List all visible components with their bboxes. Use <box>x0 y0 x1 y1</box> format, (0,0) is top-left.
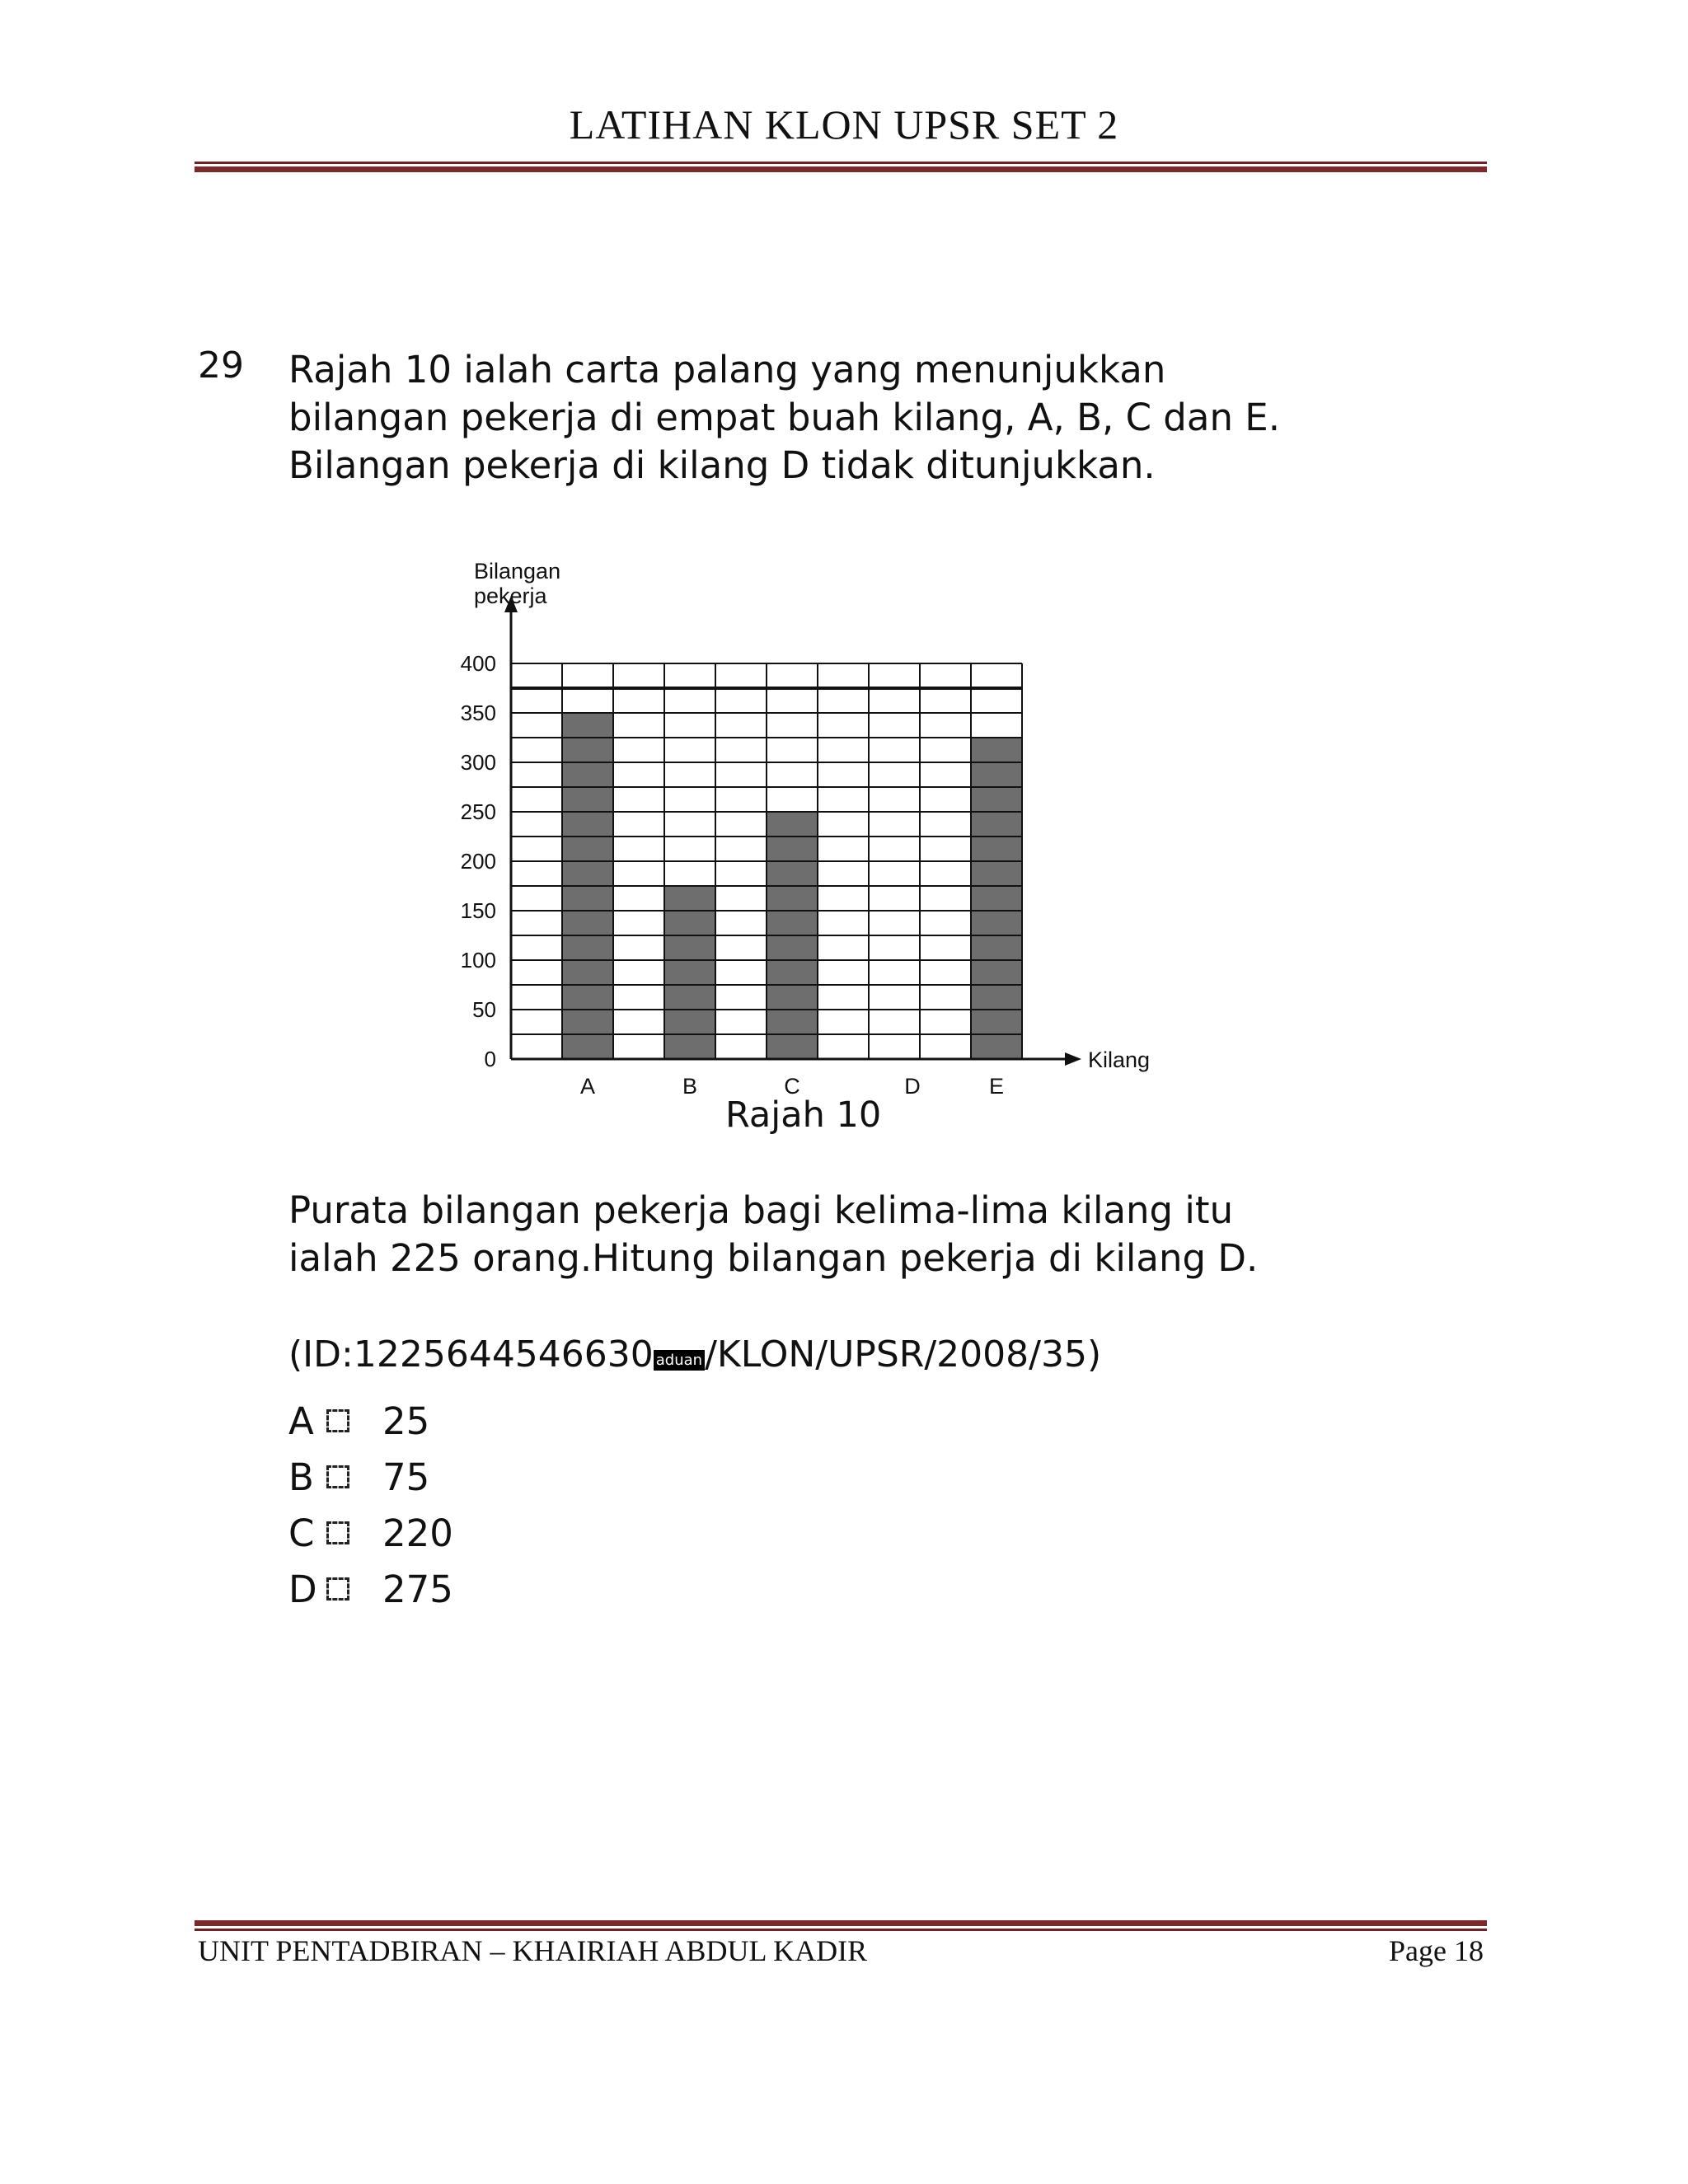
x-tick-label: E <box>988 1074 1005 1099</box>
option-checkbox[interactable] <box>326 1521 349 1544</box>
option-b[interactable] <box>288 1449 453 1505</box>
option-letter: C <box>288 1511 315 1555</box>
question-id <box>288 1333 1101 1376</box>
y-tick-label: 350 <box>460 701 496 725</box>
question-id-prefix: (ID:1225644546630 <box>288 1333 654 1376</box>
page-number: Page 18 <box>1389 1934 1484 1967</box>
option-c[interactable] <box>288 1505 453 1561</box>
option-value: 25 <box>382 1399 430 1443</box>
question-text <box>288 346 1525 490</box>
y-tick-label: 300 <box>460 750 496 775</box>
option-value: 275 <box>382 1567 453 1611</box>
option-checkbox[interactable] <box>326 1409 349 1432</box>
question-line: Bilangan pekerja di kilang D tidak ditunjukkan. <box>288 443 1156 487</box>
x-axis-arrow <box>1065 1052 1081 1066</box>
y-tick-label: 250 <box>460 799 496 824</box>
bar-e <box>971 738 1022 1059</box>
x-tick-label: D <box>904 1074 921 1099</box>
y-tick-label: 150 <box>460 898 496 923</box>
x-tick-label: C <box>784 1074 800 1099</box>
report-tag[interactable]: aduan <box>654 1350 705 1371</box>
option-letter: B <box>288 1455 314 1499</box>
y-axis-label: Bilangan <box>474 559 561 583</box>
page-header-title: LATIHAN KLON UPSR SET 2 <box>569 101 1119 148</box>
figure-label: Rajah 10 <box>725 1094 882 1136</box>
question-paragraph <box>288 1187 1258 1282</box>
question-line: bilangan pekerja di empat buah kilang, A, B, C dan E. <box>288 396 1281 439</box>
footer-left: UNIT PENTADBIRAN – KHAIRIAH ABDUL KADIR <box>198 1934 868 1967</box>
option-a[interactable] <box>288 1393 453 1449</box>
question-id-suffix: /KLON/UPSR/2008/35) <box>705 1333 1102 1376</box>
paragraph-line: ialah 225 orang.Hitung bilangan pekerja di kilang D. <box>288 1236 1259 1280</box>
x-tick-label: A <box>579 1074 596 1099</box>
y-tick-label: 50 <box>472 997 496 1022</box>
y-tick-label: 200 <box>460 849 496 874</box>
option-checkbox[interactable] <box>326 1577 349 1601</box>
option-letter: D <box>288 1567 317 1611</box>
paragraph-line: Purata bilangan pekerja bagi kelima-lima kilang itu <box>288 1188 1234 1232</box>
header-rule <box>195 162 1487 172</box>
x-tick-label: B <box>682 1074 698 1099</box>
option-checkbox[interactable] <box>326 1465 349 1488</box>
option-letter: A <box>288 1399 314 1443</box>
y-tick-label: 0 <box>484 1047 496 1071</box>
answer-options <box>288 1393 453 1617</box>
option-value: 220 <box>382 1511 453 1555</box>
question-number: 29 <box>198 344 244 387</box>
question-line: Rajah 10 ialah carta palang yang menunjukkan <box>288 348 1166 391</box>
x-axis-label: Kilang <box>1088 1047 1151 1072</box>
option-value: 75 <box>382 1455 430 1499</box>
y-tick-label: 400 <box>460 651 496 676</box>
option-d[interactable] <box>288 1561 453 1617</box>
footer-rule <box>195 1920 1487 1931</box>
bar-b <box>664 886 715 1059</box>
bar-chart <box>429 552 1170 1113</box>
y-axis-label: pekerja <box>474 583 547 608</box>
y-tick-label: 100 <box>460 948 496 972</box>
